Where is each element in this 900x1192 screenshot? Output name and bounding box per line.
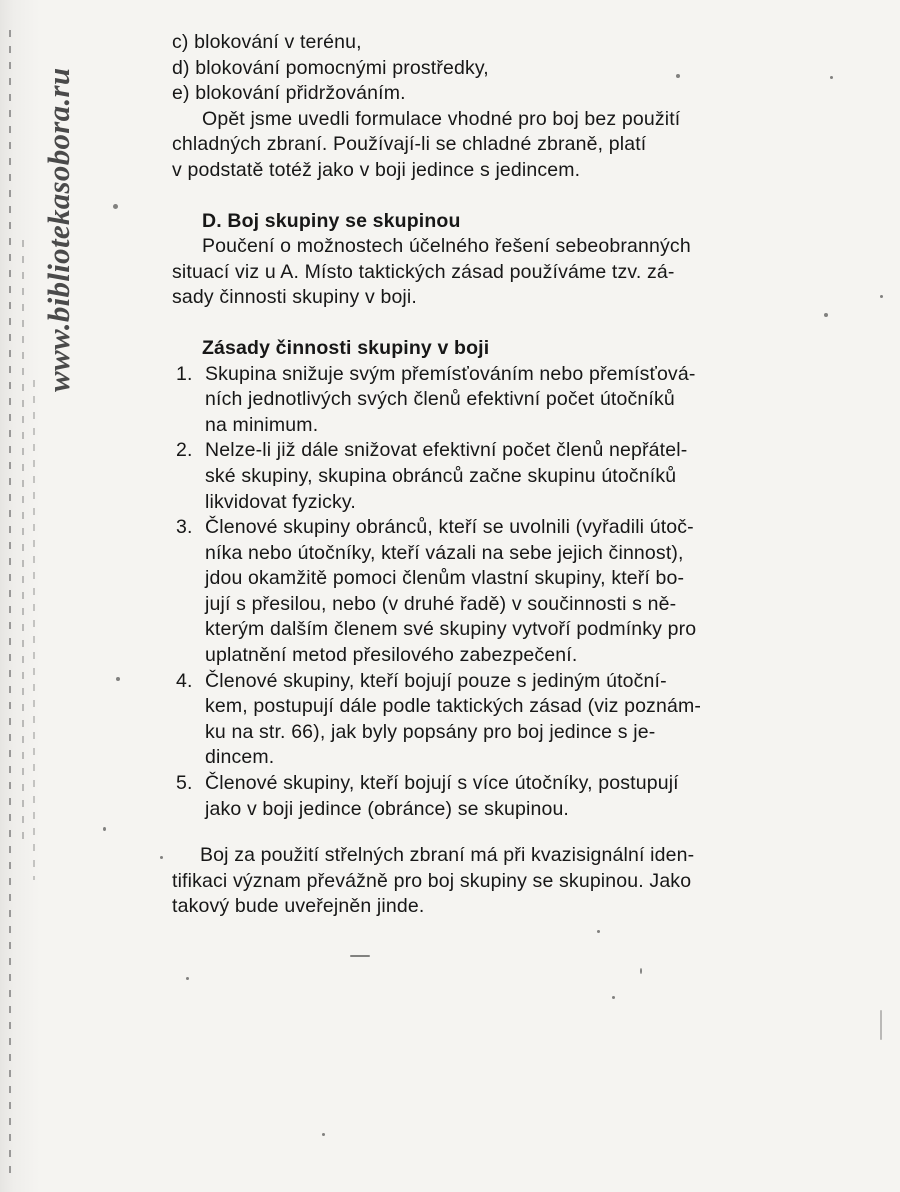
principle-number: 4. — [176, 669, 193, 692]
subheading: Zásady činnosti skupiny v boji — [202, 336, 490, 359]
text-line: Členové skupiny obránců, kteří se uvolnili (vyřadili útoč- — [205, 516, 694, 539]
paragraph-3 — [172, 843, 840, 920]
principle-item — [172, 669, 840, 771]
section-heading: D. Boj skupiny se skupinou — [202, 209, 461, 232]
scan-speck — [640, 968, 642, 974]
intro-list — [172, 30, 840, 107]
intro-list-item: d) blokování pomocnými prostředky, — [172, 56, 489, 79]
text-line: Boj za použití střelných zbraní má při kvazisignální iden- — [200, 844, 695, 867]
text-line: Skupina snižuje svým přemísťováním nebo přemísťová- — [205, 362, 696, 385]
watermark: www.bibliotekasobora.ru — [41, 67, 76, 393]
text-line: jako v boji jedince (obránce) se skupinou. — [205, 797, 570, 820]
scan-speck — [103, 827, 106, 831]
text-line: ních jednotlivých svých členů efektivní počet útočníků — [205, 388, 675, 411]
text-line: takový bude uveřejněn jinde. — [172, 895, 425, 918]
text-line: na minimum. — [205, 413, 319, 436]
intro-list-item: c) blokování v terénu, — [172, 31, 362, 53]
paragraph-2 — [172, 234, 840, 311]
principle-item — [172, 362, 840, 439]
text-line: Členové skupiny, kteří bojují pouze s jediným útoční- — [205, 669, 667, 692]
principle-item — [172, 515, 840, 669]
text-line: Členové skupiny, kteří bojují s více útočníky, postupují — [205, 772, 679, 795]
scan-speck — [113, 204, 118, 209]
scan-edge-mark — [9, 30, 11, 1180]
text-line: jdou okamžitě pomoci členům vlastní skupiny, kteří bo- — [205, 567, 685, 590]
principle-number: 2. — [176, 439, 193, 462]
intro-list-item: e) blokování přidržováním. — [172, 82, 406, 105]
text-line: kterým dalším členem své skupiny vytvoří podmínky pro — [205, 618, 697, 641]
text-line: situací viz u A. Místo taktických zásad používáme tzv. zá- — [172, 260, 675, 283]
scan-speck — [880, 1010, 882, 1040]
scan-speck — [186, 977, 189, 980]
text-line: dincem. — [205, 746, 275, 769]
scan-speck — [880, 295, 883, 298]
scan-edge-mark — [33, 380, 35, 880]
scan-speck — [676, 74, 680, 78]
text-line: ku na str. 66), jak byly popsány pro boj jedince s je- — [205, 720, 656, 743]
text-line: tifikaci význam převážně pro boj skupiny se skupinou. Jako — [172, 869, 692, 892]
text-line: likvidovat fyzicky. — [205, 490, 356, 513]
text-line: ské skupiny, skupina obránců začne skupinu útočníků — [205, 464, 677, 487]
text-line: uplatnění metod přesilového zabezpečení. — [205, 644, 578, 667]
scan-speck — [612, 996, 615, 999]
text-line: jují s přesilou, nebo (v druhé řadě) v součinnosti s ně- — [205, 592, 677, 615]
scan-speck — [830, 76, 833, 79]
principle-number: 1. — [176, 362, 193, 385]
scan-speck — [160, 856, 163, 859]
page-content — [172, 30, 840, 920]
text-line: níka nebo útočníky, kteří vázali na sebe jejich činnost), — [205, 541, 684, 564]
scan-speck — [116, 677, 120, 681]
text-line: chladných zbraní. Používají-li se chladné zbraně, platí — [172, 133, 647, 156]
principle-number: 3. — [176, 516, 193, 539]
text-line: Opět jsme uvedli formulace vhodné pro boj bez použití — [202, 107, 681, 130]
text-line: sady činnosti skupiny v boji. — [172, 286, 417, 309]
text-line: Poučení o možnostech účelného řešení sebeobranných — [202, 235, 691, 258]
scan-speck — [350, 955, 370, 957]
principle-item — [172, 438, 840, 515]
text-line: Nelze-li již dále snižovat efektivní počet členů nepřátel- — [205, 439, 688, 462]
scan-speck — [597, 930, 600, 933]
scan-speck — [824, 313, 828, 317]
paragraph-1 — [172, 107, 840, 184]
text-line: kem, postupují dále podle taktických zásad (viz poznám- — [205, 695, 701, 718]
scan-speck — [322, 1133, 325, 1136]
scan-edge-mark — [22, 240, 24, 840]
text-line: v podstatě totéž jako v boji jedince s jedincem. — [172, 158, 581, 181]
principle-number: 5. — [176, 772, 193, 795]
principle-item — [172, 771, 840, 822]
principles-list — [172, 362, 840, 823]
